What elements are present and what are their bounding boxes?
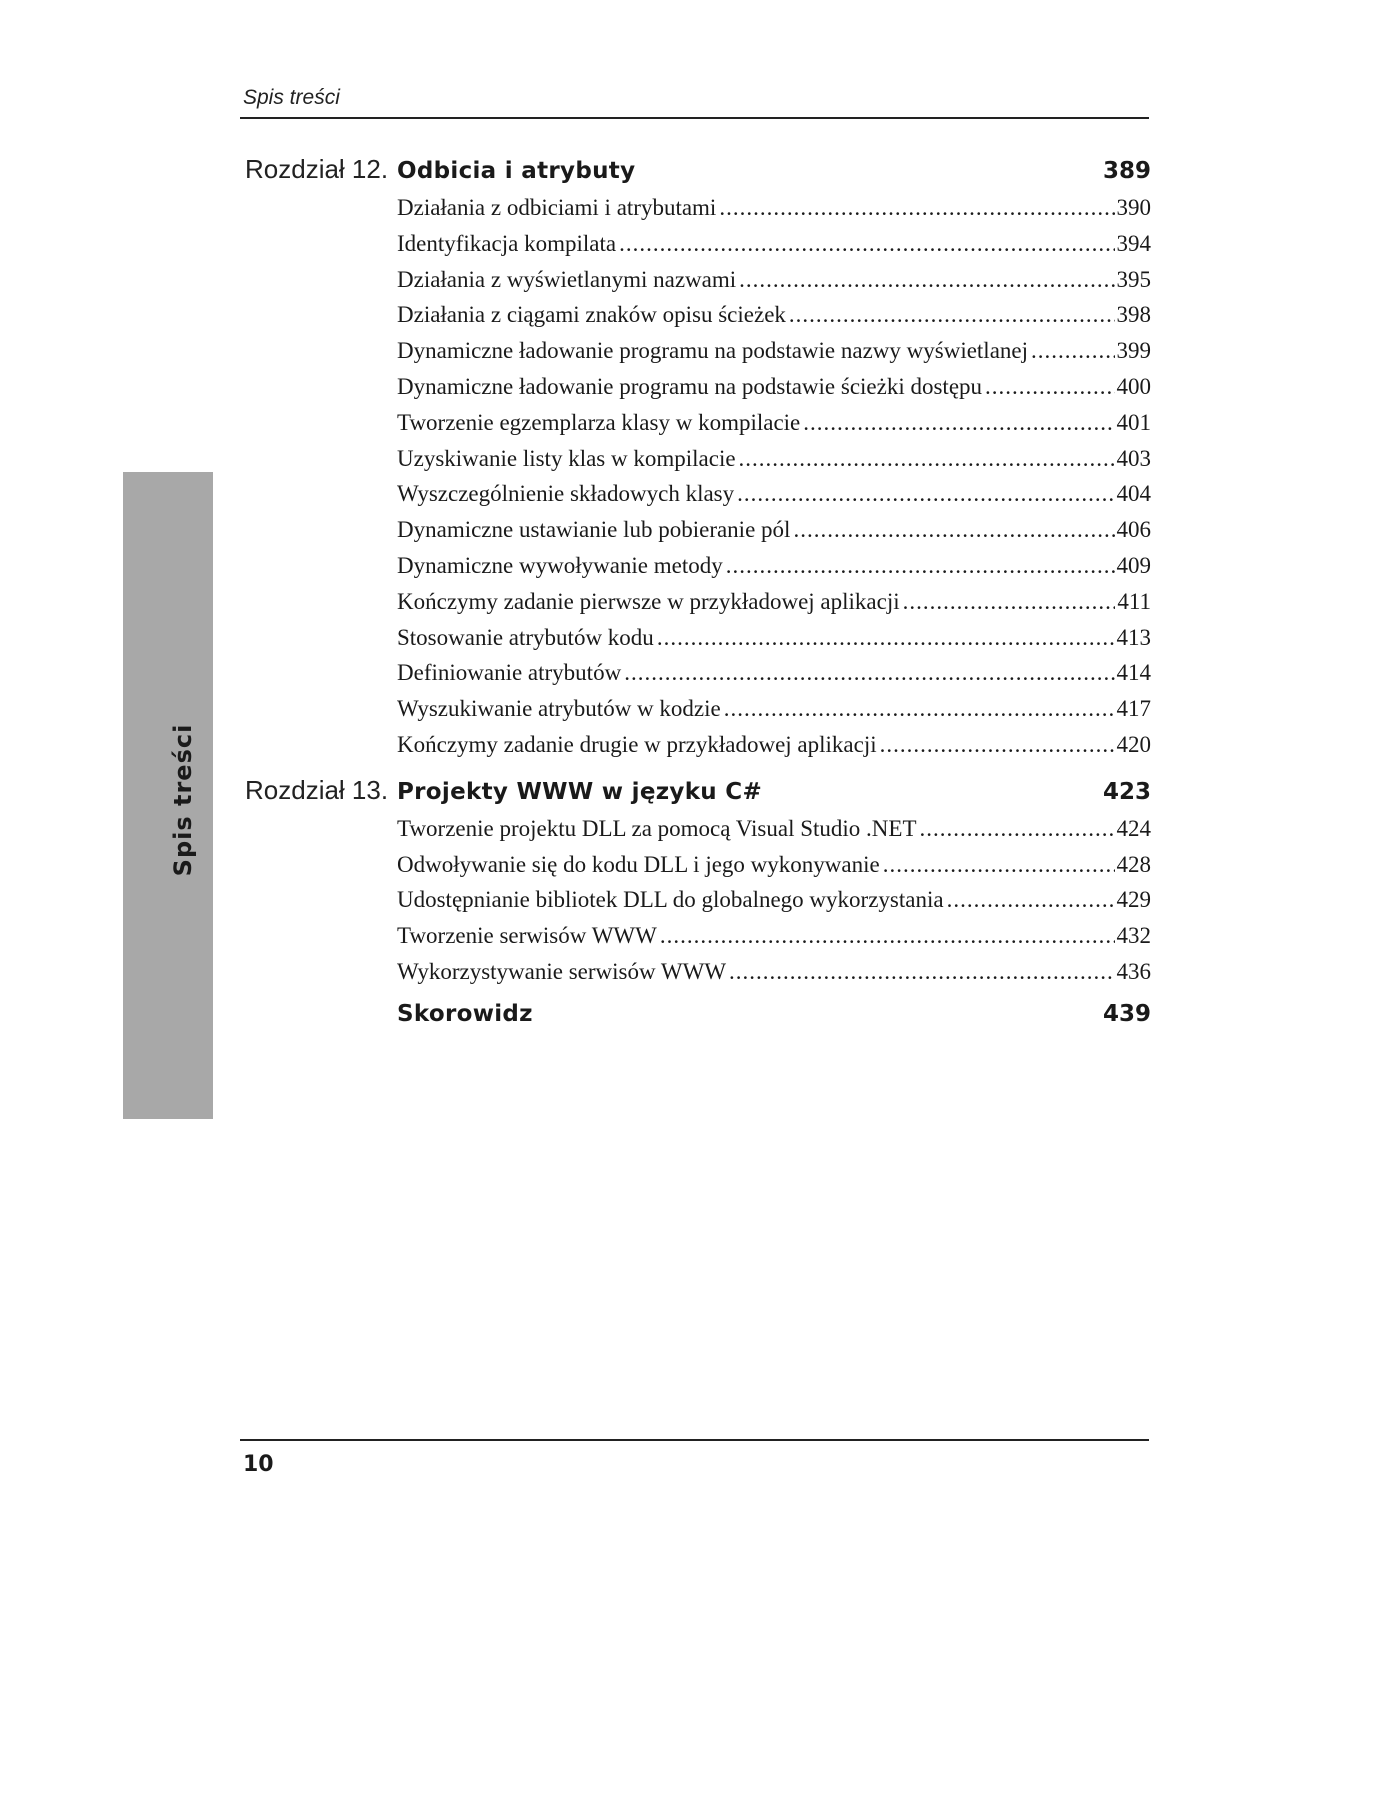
entry-title: Kończymy zadanie drugie w przykładowej aplikacji <box>397 731 877 757</box>
dot-leader <box>947 882 1115 918</box>
chapter-title: Projekty WWW w języku C# <box>397 778 763 805</box>
dot-leader <box>920 811 1115 847</box>
entry-page: 409 <box>1116 552 1151 578</box>
entry-title: Tworzenie egzemplarza klasy w kompilacie <box>397 409 801 435</box>
dot-leader <box>619 226 1114 262</box>
chapter-page: 423 <box>1102 778 1151 805</box>
entry-page: 432 <box>1116 923 1151 949</box>
toc-entry <box>397 847 1151 883</box>
entry-page: 413 <box>1116 624 1151 650</box>
toc-entry <box>397 405 1151 441</box>
entry-page: 399 <box>1116 338 1151 364</box>
entry-page: 417 <box>1116 696 1151 722</box>
chapter-number: Rozdział 13. <box>245 774 389 805</box>
entry-title: Działania z odbiciami i atrybutami <box>397 195 717 220</box>
entry-title: Kończymy zadanie pierwsze w przykładowej aplikacji <box>397 588 900 614</box>
entry-title: Wykorzystywanie serwisów WWW <box>397 958 727 984</box>
chapter-12 <box>245 148 1151 763</box>
toc-entry <box>397 548 1151 584</box>
entry-title: Dynamiczne wywoływanie metody <box>397 552 723 578</box>
entry-title: Odwoływanie się do kodu DLL i jego wykonywanie <box>397 851 880 877</box>
dot-leader <box>903 584 1116 620</box>
entry-page: 398 <box>1116 302 1151 328</box>
dot-leader <box>719 190 1114 226</box>
running-head: Spis treści <box>243 86 340 109</box>
toc-entry <box>397 333 1151 369</box>
entry-page: 400 <box>1116 373 1151 399</box>
entry-title: Działania z ciągami znaków opisu ścieżek <box>397 302 786 328</box>
dot-leader <box>880 727 1115 763</box>
entry-page: 395 <box>1116 266 1151 292</box>
entry-page: 401 <box>1116 409 1151 435</box>
entry-page: 390 <box>1116 195 1151 220</box>
index-page: 439 <box>1102 1000 1151 1027</box>
entry-title: Udostępnianie bibliotek DLL do globalnego wykorzystania <box>397 887 944 913</box>
page-number: 10 <box>243 1452 274 1477</box>
side-tab-label: Spis treści <box>169 723 197 877</box>
entry-title: Identyfikacja kompilata <box>397 230 617 256</box>
side-tab <box>123 472 213 1119</box>
entry-title: Tworzenie projektu DLL za pomocą Visual Studio .NET <box>397 815 917 841</box>
entry-page: 403 <box>1116 445 1151 471</box>
chapter-heading <box>245 769 1151 811</box>
toc-entry <box>397 476 1151 512</box>
entry-title: Wyszczególnienie składowych klasy <box>397 481 735 507</box>
entry-title: Działania z wyświetlanymi nazwami <box>397 266 737 292</box>
footer-rule <box>240 1439 1149 1441</box>
dot-leader <box>1031 333 1114 369</box>
entry-page: 414 <box>1116 660 1151 686</box>
toc-entry <box>397 620 1151 656</box>
entry-page: 436 <box>1116 958 1151 984</box>
toc-entry <box>397 512 1151 548</box>
entry-page: 404 <box>1116 481 1151 507</box>
toc-entry <box>397 584 1151 620</box>
entry-page: 406 <box>1116 517 1151 543</box>
entry-title: Wyszukiwanie atrybutów w kodzie <box>397 696 721 722</box>
dot-leader <box>660 918 1115 954</box>
toc-entry <box>397 262 1151 298</box>
dot-leader <box>737 476 1114 512</box>
dot-leader <box>793 512 1114 548</box>
chapter-page: 389 <box>1102 158 1151 184</box>
dot-leader <box>803 405 1114 441</box>
entry-page: 428 <box>1116 851 1151 877</box>
entry-title: Dynamiczne ustawianie lub pobieranie pól <box>397 517 791 543</box>
entry-title: Uzyskiwanie listy klas w kompilacie <box>397 445 736 471</box>
chapter-13 <box>245 769 1151 990</box>
entry-page: 420 <box>1116 731 1151 757</box>
toc-entry <box>397 691 1151 727</box>
entry-page: 394 <box>1116 230 1151 256</box>
entry-list <box>245 811 1151 990</box>
entry-page: 424 <box>1116 815 1151 841</box>
toc-entry <box>397 954 1151 990</box>
dot-leader <box>739 441 1115 477</box>
entry-title: Stosowanie atrybutów kodu <box>397 624 654 650</box>
chapter-number: Rozdział 12. <box>245 154 389 184</box>
toc-entry <box>397 369 1151 405</box>
entry-title: Dynamiczne ładowanie programu na podstawie nazwy wyświetlanej <box>397 338 1029 364</box>
dot-leader <box>724 691 1115 727</box>
header-rule <box>240 117 1149 119</box>
dot-leader <box>789 297 1115 333</box>
toc-entry <box>397 655 1151 691</box>
toc-entry <box>397 226 1151 262</box>
chapter-heading <box>245 148 1151 190</box>
toc-entry <box>397 918 1151 954</box>
toc-entry <box>397 811 1151 847</box>
table-of-contents <box>245 148 1151 1036</box>
dot-leader <box>624 655 1114 691</box>
dot-leader <box>883 847 1115 883</box>
dot-leader <box>739 262 1114 298</box>
toc-entry <box>397 727 1151 763</box>
index-title: Skorowidz <box>397 1000 533 1027</box>
entry-page: 411 <box>1117 588 1151 614</box>
dot-leader <box>726 548 1115 584</box>
dot-leader <box>729 954 1114 990</box>
entry-title: Dynamiczne ładowanie programu na podstawie ścieżki dostępu <box>397 373 983 399</box>
toc-entry <box>397 190 1151 226</box>
toc-entry <box>397 882 1151 918</box>
toc-entry <box>397 297 1151 333</box>
entry-list <box>245 190 1151 763</box>
chapter-title: Odbicia i atrybuty <box>397 158 636 184</box>
entry-title: Tworzenie serwisów WWW <box>397 923 657 949</box>
toc-entry <box>397 441 1151 477</box>
dot-leader <box>985 369 1114 405</box>
entry-title: Definiowanie atrybutów <box>397 660 622 686</box>
index-heading <box>245 992 1151 1036</box>
entry-page: 429 <box>1116 887 1151 913</box>
dot-leader <box>657 620 1115 656</box>
